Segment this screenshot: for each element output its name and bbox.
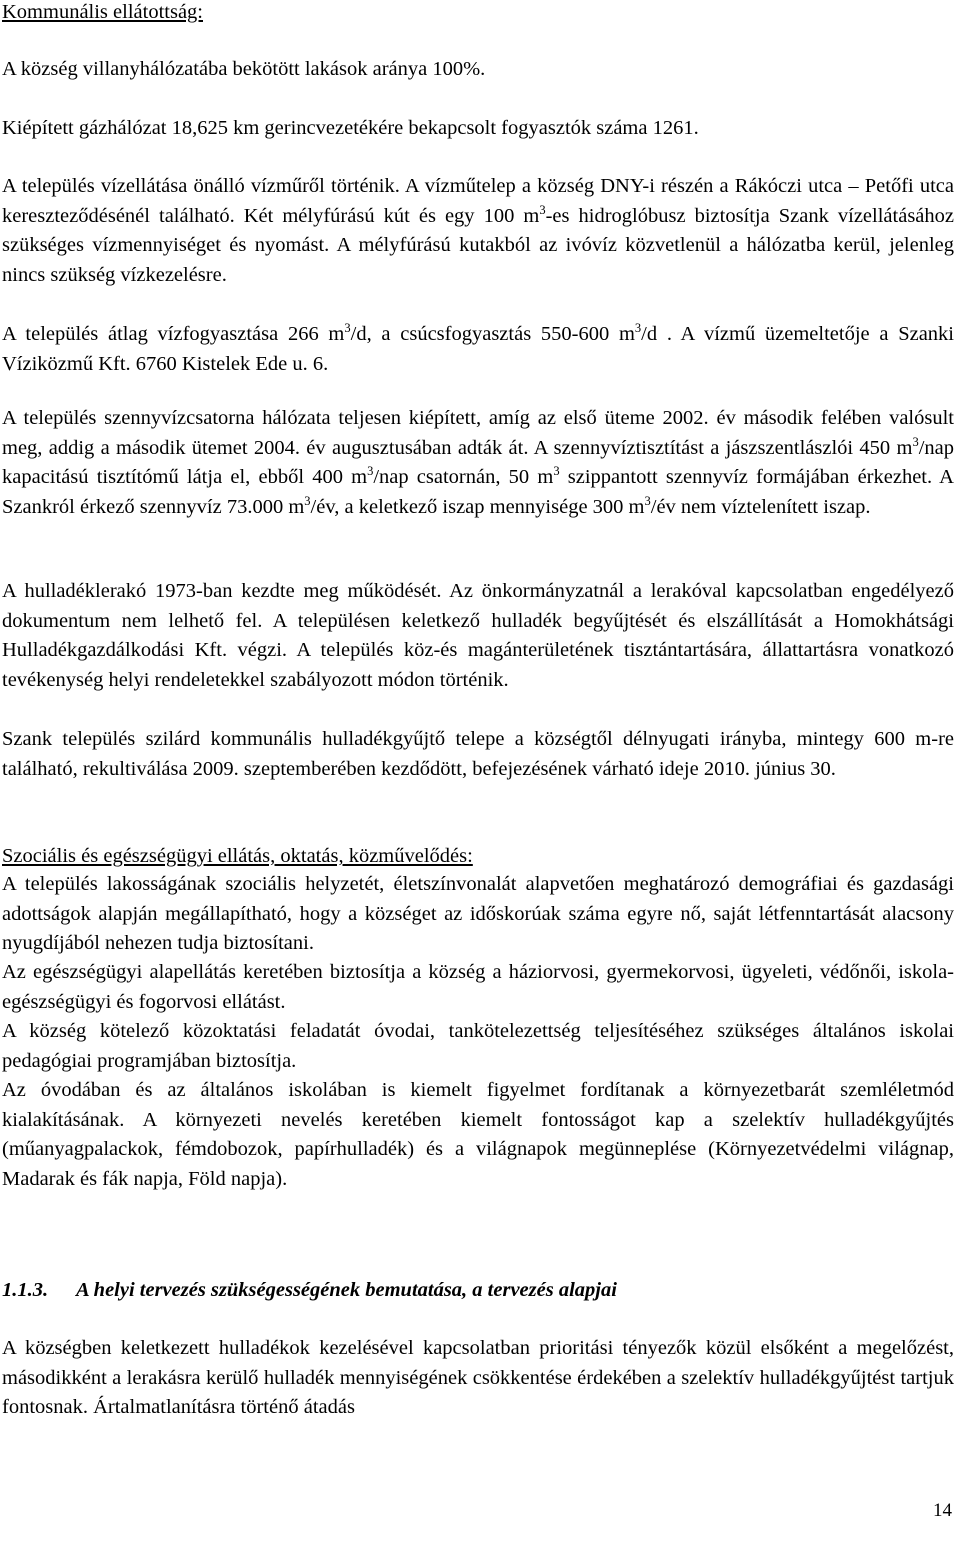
paragraph-lakossag: A település lakosságának szociális helyzetét, életszínvonalát alapvetően meghatározó demográfiai és gazdasági adottságok alapján megállapítható, hogy a községet az időskorúak száma egyre nő, saját létfenntartását alacsony nyugdíjából nehezen tudja biztosítani. — [2, 873, 954, 955]
paragraph-vizfogyasztas: A település átlag vízfogyasztása 266 $m^3/d$, a csúcsfogyasztás 550-600 $m^3/d$ . A vízmű üzemeltetője a Szanki Víziközmű Kft. 6760 Kistelek Ede u. 6. — [2, 321, 954, 375]
paragraph-ovoda: Az óvodában és az általános iskolában is kiemelt figyelmet fordítanak a környezetbarát szemléletmód kialakításának. A környezeti nevelés keretében kiemelt fontosságot kap a szelektív hulladékgyűjtés (műanyagpalackok, fémdobozok, papírhulladék) és a világnapok megünneplése (Környezetvédelmi világnap, Madarak és fák napja, Föld napja). — [2, 1079, 954, 1190]
section-heading-szocialis: Szociális és egészségügyi ellátás, oktatás, közművelődés: — [2, 845, 473, 867]
paragraph-szennyviz: A település szennyvízcsatorna hálózata teljesen kiépített, amíg az első üteme 2002. év második felében valósult meg, addig a második ütemet 2004. év augusztusában adták át. A szennyvíztisztítást a jászszentlászlói 450 $m^3$/nap kapacitású tisztítómű látja el, ebből 400 $m^3$/nap csatornán, 50 $m^3$ szippantott szennyvíz formájában érkezhet. A Szankról érkező szennyvíz 73.000 $m^3/év$, a keletkező iszap mennyisége 300 $m^3/év$ nem víztelenített iszap. — [2, 407, 954, 518]
paragraph-gaz: Kiépített gázhálózat 18,625 km gerincvezetékére bekapcsolt fogyasztók száma 1261. — [2, 117, 699, 139]
paragraph-egeszsegugy: Az egészségügyi alapellátás keretében biztosítja a község a háziorvosi, gyermekorvosi, ügyeleti, védőnői, iskola-egészségügyi és fogorvosi ellátást. — [2, 961, 954, 1013]
paragraph-hulladeklerako: A hulladéklerakó 1973-ban kezdte meg működését. Az önkormányzatnál a lerakóval kapcsolatban engedélyező dokumentum nem lelhető fel. A településen keletkező hulladék begyűjtését és elszállítását a Homokhátsági Hulladékgazdálkodási Kft. végzi. A település köz-és magánterületének tisztántartására, állattartásra vonatkozó tevékenység helyi rendeletekkel szabályozott módon történik. — [2, 580, 954, 691]
paragraph-vizellatas: A település vízellátása önálló vízműről történik. A vízműtelep a község DNY-i részén a Rákóczi utca – Petőfi utca kereszteződésénél található. Két mélyfúrású kút és egy 100 $m^3-es$ hidroglóbusz biztosítja Szank vízellátásához szükséges vízmennyiséget és nyomást. A mélyfúrású kutakból az ivóvíz közvetlenül a hálózatba kerül, jelenleg nincs szükség vízkezelésre. — [2, 175, 954, 286]
section-number: 1.1.3. — [2, 1279, 49, 1301]
paragraph-kozoktatas: A község kötelező közoktatási feladatát óvodai, tankötelezettség teljesítéséhez szükséges általános iskolai pedagógiai programjában biztosítja. — [2, 1020, 954, 1072]
paragraph-megelozes: A községben keletkezett hulladékok kezelésével kapcsolatban prioritási tényezők közül elsőként a megelőzést, másodikként a lerakásra kerülő hulladék mennyiségének csökkentése érdekében a szelektív hulladékgyűjtést tartjuk fontosnak. Ártalmatlanításra történő átadás — [2, 1337, 954, 1419]
section-title-113 — [2, 1276, 617, 1306]
page-number: 14 — [933, 1500, 952, 1521]
section-title-text: A helyi tervezés szükségességének bemutatása, a tervezés alapjai — [76, 1279, 617, 1301]
paragraph-hulladekgyujto: Szank település szilárd kommunális hulladékgyűjtő telepe a községtől délnyugati irányba, mintegy 600 m-re található, rekultiválása 2009. szeptemberében kezdődött, befejezésének várható ideje 2010. június 30. — [2, 728, 954, 780]
section-heading-kommunalis: Kommunális ellátottság: — [2, 1, 203, 23]
paragraph-villany: A község villanyhálózatába bekötött lakások aránya 100%. — [2, 58, 486, 80]
